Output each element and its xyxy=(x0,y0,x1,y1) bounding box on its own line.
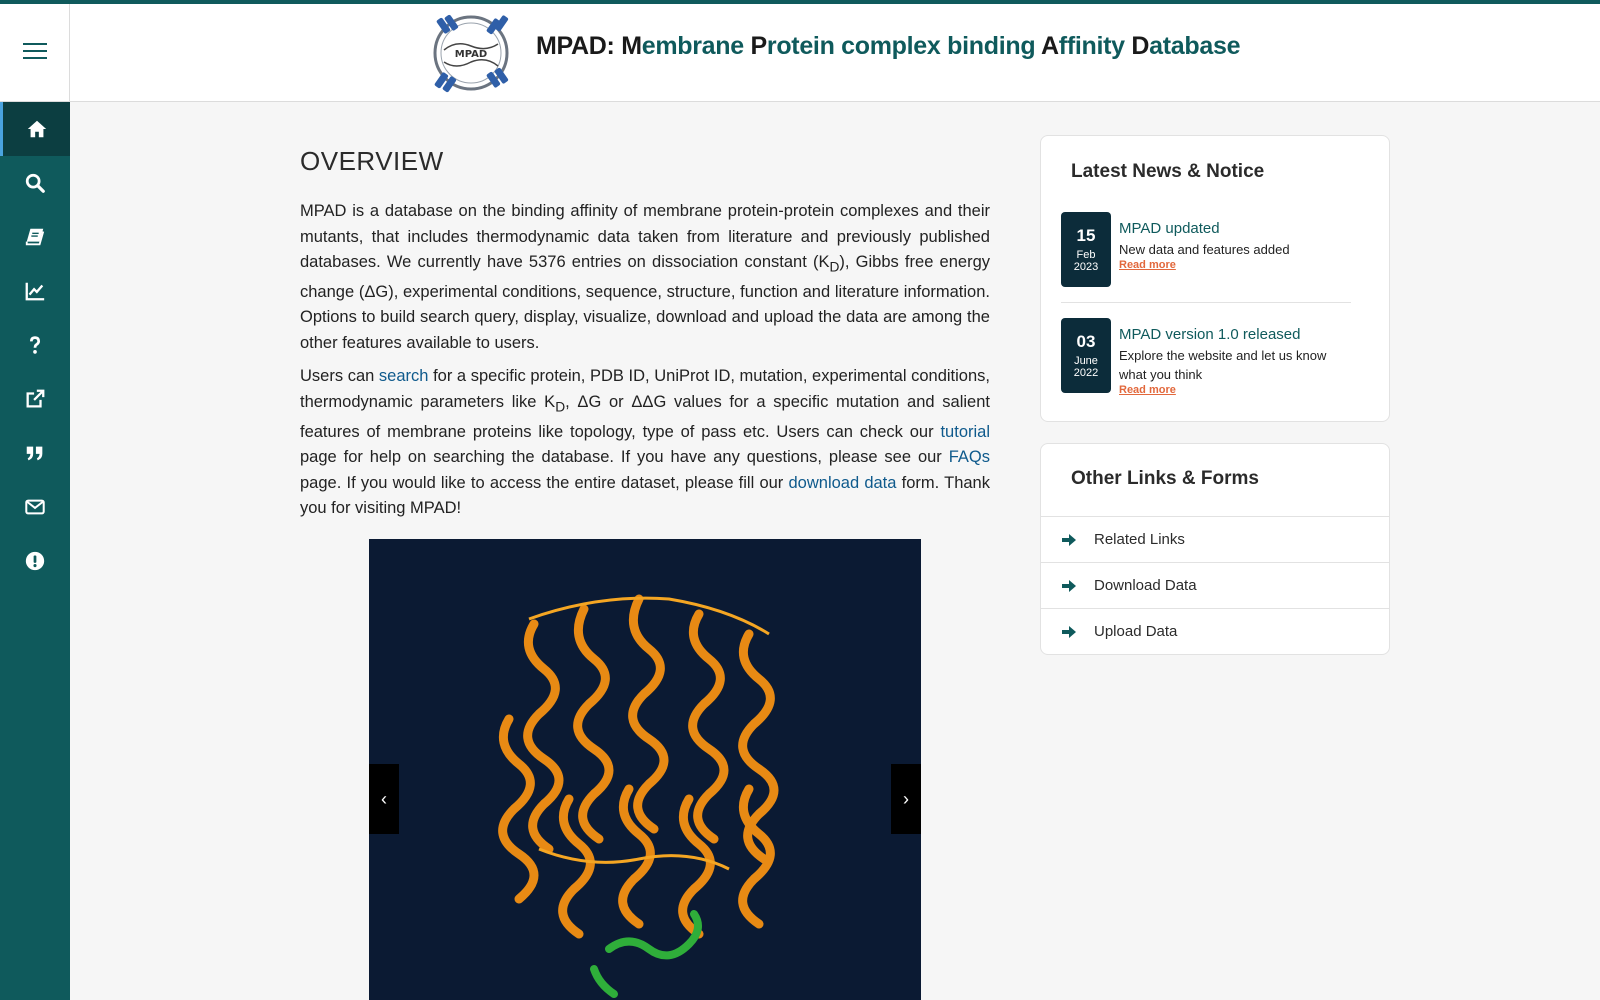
read-more-link[interactable]: Read more xyxy=(1119,259,1176,271)
sidebar-item-disclaimer[interactable] xyxy=(0,534,70,588)
protein-structure-image xyxy=(369,539,921,1000)
news-day: 03 xyxy=(1076,332,1096,351)
kd-subscript: D xyxy=(829,259,840,275)
title-segment: P xyxy=(750,32,767,60)
para1-text-a: MPAD is a database on the binding affinity of membrane protein-protein complexes and their mutants, that includes thermodynamic data taken from literature and previously published databases. We currently have 5376 entries on dissociation constant (K xyxy=(300,202,990,271)
overview-heading: OVERVIEW xyxy=(300,146,444,176)
arrow-right-icon xyxy=(1061,579,1077,593)
kd-subscript: D xyxy=(555,399,566,415)
sidebar-item-help[interactable] xyxy=(0,318,70,372)
news-card xyxy=(1040,135,1390,422)
overview-paragraph-1 xyxy=(300,199,990,356)
download-data-link[interactable]: download data xyxy=(788,473,897,492)
news-body xyxy=(1119,220,1351,271)
quote-icon xyxy=(24,442,46,464)
para2-text-1: Users can xyxy=(300,367,379,386)
read-more-link[interactable]: Read more xyxy=(1119,384,1176,396)
search-icon xyxy=(24,172,46,194)
home-icon xyxy=(26,118,48,140)
news-day: 15 xyxy=(1076,226,1096,245)
title-segment: rotein complex binding xyxy=(766,32,1042,60)
news-year: 2022 xyxy=(1073,367,1099,379)
title-segment: A xyxy=(1041,32,1059,60)
sidebar-item-statistics[interactable] xyxy=(0,264,70,318)
para1-text-b: ), Gibbs free energy change (ΔG), experimental conditions, sequence, structure, function and literature information. Options to build search query, display, visualize, download and upload the data are among the other features available to users. xyxy=(300,253,990,352)
links-card xyxy=(1040,443,1390,655)
external-link-icon xyxy=(24,388,46,410)
chart-line-icon xyxy=(24,280,46,302)
faqs-link[interactable]: FAQs xyxy=(948,448,990,467)
mpad-logo[interactable] xyxy=(426,10,516,96)
news-card-title: Latest News & Notice xyxy=(1071,161,1265,182)
para2-text-6: form. Thank you for visiting MPAD! xyxy=(300,473,990,518)
links-card-title: Other Links & Forms xyxy=(1071,468,1259,489)
title-segment: MPAD: M xyxy=(536,32,642,60)
news-divider xyxy=(1061,302,1351,303)
sidebar-item-search[interactable] xyxy=(0,156,70,210)
search-link[interactable]: search xyxy=(378,367,429,386)
title-segment: atabase xyxy=(1149,32,1241,60)
title-segment: ffinity xyxy=(1058,32,1132,60)
chevron-left-icon: ‹ xyxy=(381,788,387,809)
sidebar-item-citation[interactable] xyxy=(0,426,70,480)
carousel-next-button[interactable] xyxy=(891,764,921,834)
download-data-item[interactable] xyxy=(1041,562,1389,608)
news-title[interactable]: MPAD version 1.0 released xyxy=(1119,326,1301,343)
header xyxy=(70,4,1600,102)
chevron-right-icon: › xyxy=(903,788,909,809)
news-description: New data and features added xyxy=(1119,242,1290,257)
news-date-badge xyxy=(1061,318,1111,393)
title-segment: D xyxy=(1131,32,1150,60)
upload-data-item[interactable] xyxy=(1041,608,1389,654)
book-icon xyxy=(24,226,46,248)
overview-section xyxy=(300,146,990,530)
news-description: Explore the website and let us know what you think xyxy=(1119,348,1327,382)
hamburger-menu-icon[interactable] xyxy=(0,4,70,102)
arrow-right-icon xyxy=(1061,533,1077,547)
para2-text-5: page. If you would like to access the entire dataset, please fill our xyxy=(300,473,789,492)
sidebar xyxy=(0,4,70,1000)
envelope-icon xyxy=(24,496,46,518)
download-data-label: Download Data xyxy=(1094,577,1197,594)
related-links-item[interactable] xyxy=(1041,516,1389,562)
news-year: 2023 xyxy=(1073,261,1099,273)
sidebar-item-home[interactable] xyxy=(0,102,70,156)
news-title[interactable]: MPAD updated xyxy=(1119,220,1220,237)
news-date-badge xyxy=(1061,212,1111,287)
title-segment: embrane xyxy=(641,32,751,60)
related-links-label: Related Links xyxy=(1094,531,1185,548)
page-title xyxy=(536,32,1240,61)
sidebar-item-external-links[interactable] xyxy=(0,372,70,426)
overview-paragraph-2 xyxy=(300,364,990,521)
svg-text:MPAD: MPAD xyxy=(454,49,488,60)
para2-text-3: , ΔG or ΔΔG values for a specific mutation and salient features of membrane proteins like topology, type of pass etc. Users can check our xyxy=(300,392,990,441)
news-body xyxy=(1119,326,1351,396)
protein-structure-carousel xyxy=(369,539,921,1000)
sidebar-item-contact[interactable] xyxy=(0,480,70,534)
carousel-prev-button[interactable] xyxy=(369,764,399,834)
arrow-right-icon xyxy=(1061,625,1077,639)
para2-text-4: page for help on searching the database. If you have any questions, please see our xyxy=(300,448,949,467)
upload-data-label: Upload Data xyxy=(1094,623,1178,640)
exclamation-icon xyxy=(24,550,46,572)
question-icon xyxy=(24,334,46,356)
news-month: Feb xyxy=(1076,249,1096,261)
sidebar-item-documentation[interactable] xyxy=(0,210,70,264)
para2-text-2: for a specific protein, PDB ID, UniProt ID, mutation, experimental conditions, thermodynamic parameters like K xyxy=(300,367,990,411)
tutorial-link[interactable]: tutorial xyxy=(940,422,990,441)
news-month: June xyxy=(1074,355,1098,367)
